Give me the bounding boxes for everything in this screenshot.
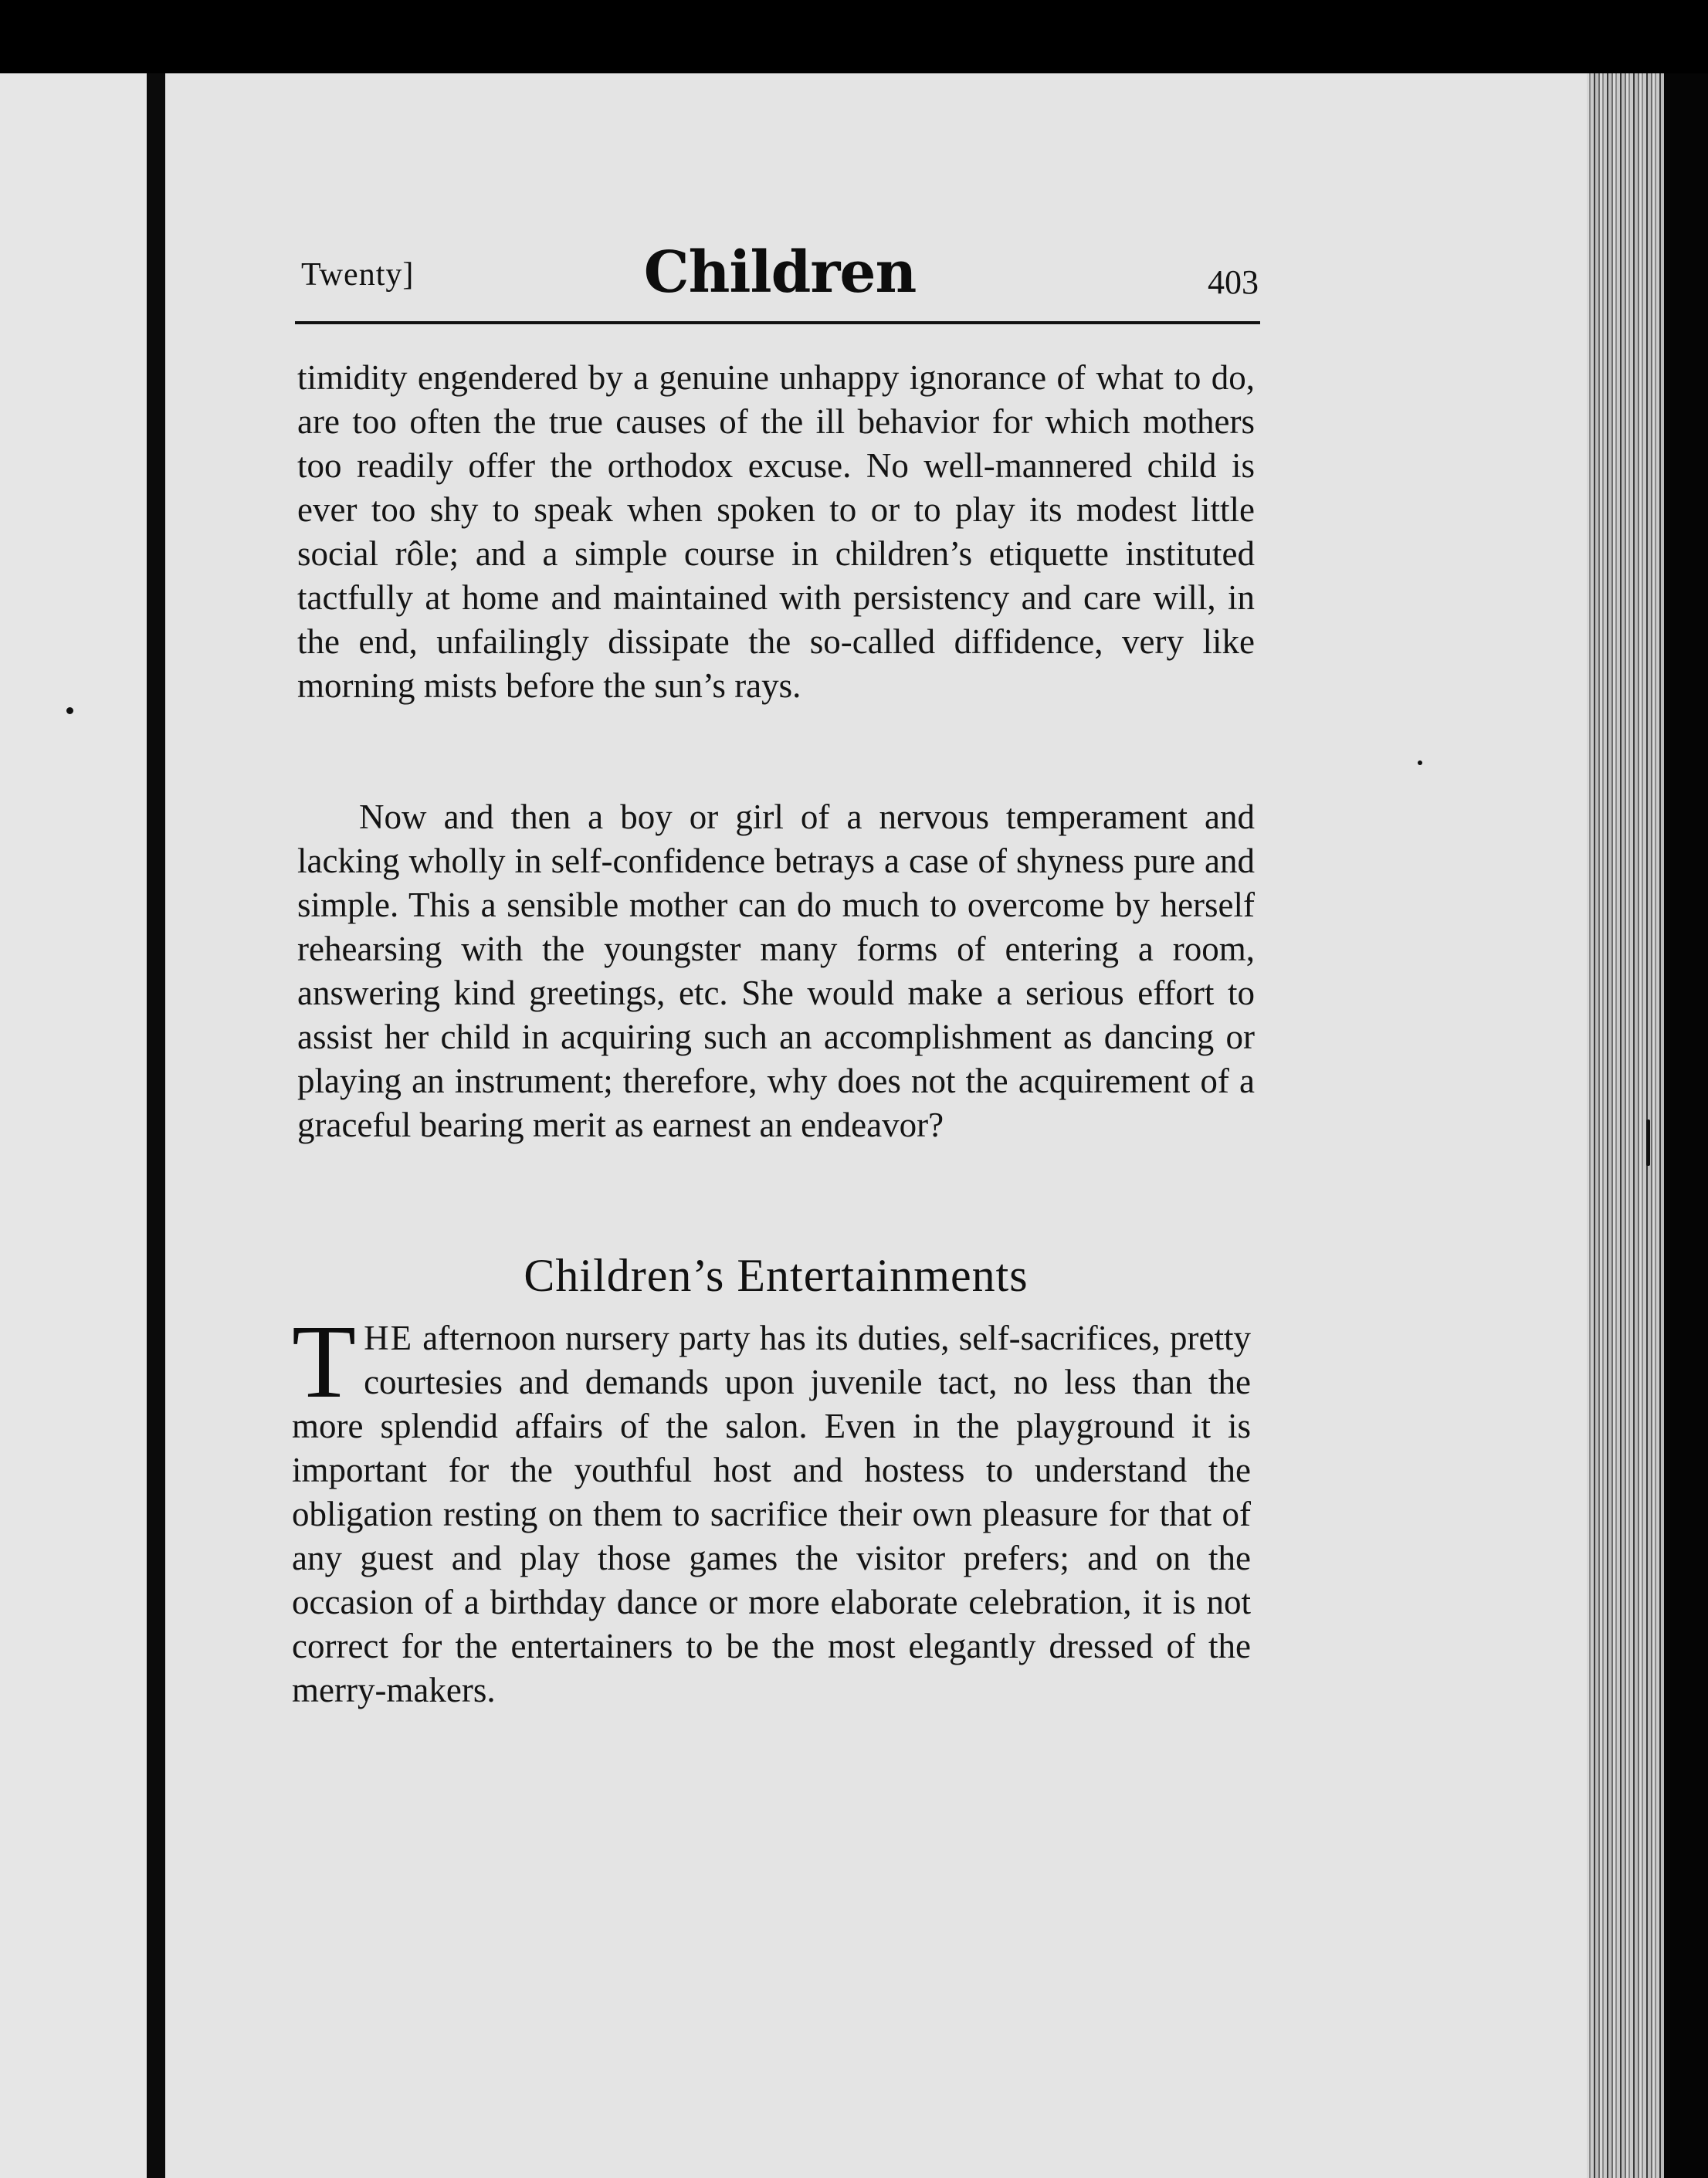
body-paragraph: timidity engendered by a genuine unhappy ignorance of what to do, are too often the true causes of the ill behavior for which mothers too readily offer the orthodox excuse. No well-mannered child is ever too shy to speak when spoken to or to play its modest little social rôle; and a simple course in children’s etiquette instituted tactfully at home and maintained with persistency and care will, in the end, unfailingly dissipate the so-called diffidence, very like morning mists before the sun’s rays.: [297, 358, 1255, 705]
previous-page-edge: [0, 73, 147, 2178]
scan-speck: [1646, 1119, 1650, 1166]
page-number: 403: [1208, 263, 1259, 301]
section-label: Twenty]: [301, 257, 415, 293]
section-heading: Children’s Entertainments: [524, 1250, 1029, 1301]
page-fore-edge: [1587, 73, 1664, 2178]
scan-speck: [66, 707, 73, 714]
header-rule: [295, 321, 1260, 324]
drop-cap: T: [292, 1304, 357, 1420]
drop-cap-continuation: HE: [364, 1319, 414, 1357]
scan-border: [1664, 73, 1708, 2178]
running-head: [301, 239, 1259, 324]
book-gutter: [147, 73, 165, 2178]
body-paragraph: Now and then a boy or girl of a nervous temperament and lacking wholly in self-confidence betrays a case of shyness pure and simple. This a sensible mother can do much to overcome by herself rehearsing with the youngster many forms of entering a room, answering kind greetings, etc. She would make a serious effort to assist her child in acquiring such an accomplishment as dancing or playing an instrument; therefore, why does not the acquirement of a graceful bearing merit as earnest an endeavor?: [297, 798, 1255, 1144]
section-paragraph: [292, 1304, 1251, 1712]
scan-speck: [1418, 760, 1422, 765]
section-paragraph-text: afternoon nursery party has its duties, self-sacrifices, pretty courtesies and demands upon juvenile tact, no less than the more splendid affairs of the salon. Even in the playground it is important for the youthful host and hostess to understand the obligation resting on them to sacrifice their own pleasure for that of any guest and play those games the visitor prefers; and on the occasion of a birthday dance or more elaborate celebration, it is not correct for the entertainers to be the most elegantly dressed of the merry-makers.: [292, 1319, 1251, 1709]
running-title: Children: [643, 239, 917, 306]
